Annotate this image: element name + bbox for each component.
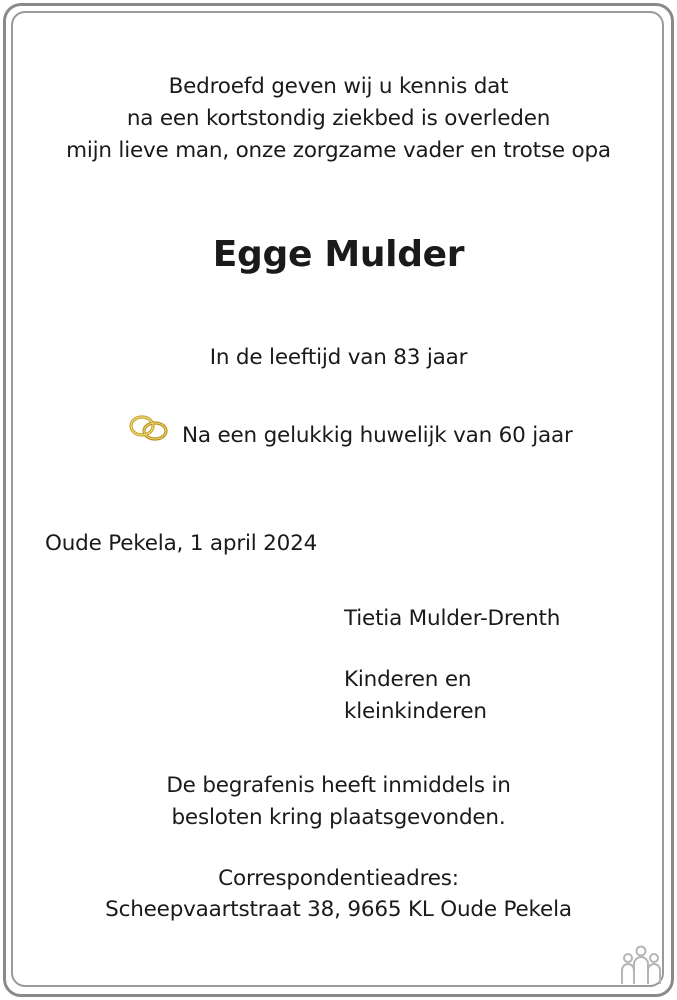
intro-line-2: na een kortstondig ziekbed is overleden bbox=[126, 106, 551, 131]
funeral-line-2: besloten kring plaatsgevonden. bbox=[171, 805, 506, 830]
children-line-1: Kinderen en bbox=[344, 667, 472, 692]
correspondence-address: Scheepvaartstraat 38, 9665 KL Oude Pekela bbox=[105, 897, 572, 922]
intro-line-1: Bedroefd geven wij u kennis dat bbox=[168, 74, 509, 99]
wedding-rings-icon bbox=[128, 412, 172, 444]
correspondence-label: Correspondentieadres: bbox=[218, 866, 459, 891]
intro-line-3: mijn lieve man, onze zorgzame vader en trotse opa bbox=[66, 138, 611, 163]
children-line-2: kleinkinderen bbox=[344, 699, 487, 724]
age-line: In de leeftijd van 83 jaar bbox=[209, 345, 468, 370]
deceased-name: Egge Mulder bbox=[212, 234, 465, 275]
funeral-line-1: De begrafenis heeft inmiddels in bbox=[166, 773, 511, 798]
people-logo-icon bbox=[618, 944, 664, 988]
place-date: Oude Pekela, 1 april 2024 bbox=[45, 531, 318, 556]
spouse-name: Tietia Mulder-Drenth bbox=[344, 606, 561, 631]
marriage-line: Na een gelukkig huwelijk van 60 jaar bbox=[182, 423, 573, 448]
